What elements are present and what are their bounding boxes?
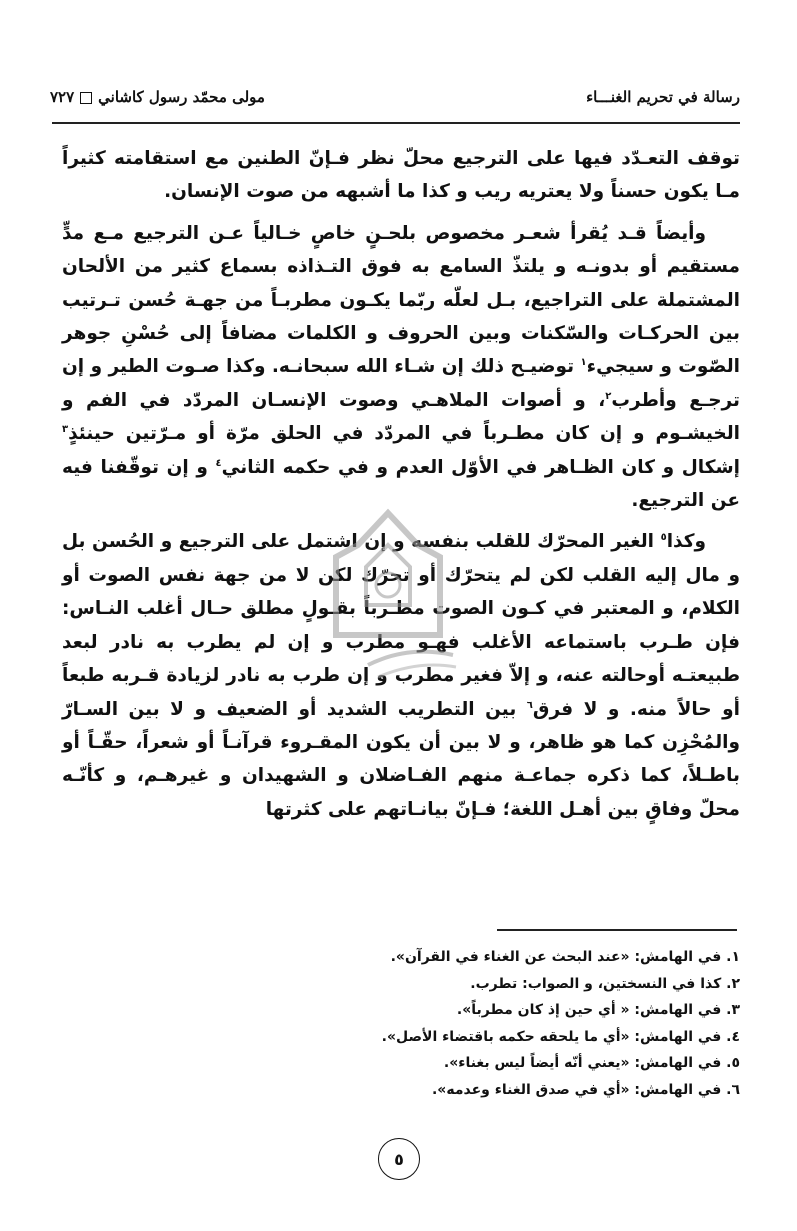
footnote-ref-6[interactable]: ٦ [526,699,533,711]
footnote-4: ٤. في الهامش: «أي ما يلحقه حكمه باقتضاء الأصل». [381,1028,740,1045]
footnotes [62,944,740,1103]
collection-page-number: ٧٢٧ [50,88,75,106]
author-and-page [50,88,265,106]
square-separator-icon [80,92,92,104]
footnote-ref-5[interactable]: ٥ [660,532,667,544]
footnote-ref-1[interactable]: ١ [580,357,587,369]
footnote-2: ٢. كذا في النسختين، و الصواب: تطرب. [470,975,740,992]
main-text [62,142,740,834]
footnote-ref-2[interactable]: ٢ [605,390,612,402]
footnote-ref-3[interactable]: ٣ [62,424,69,436]
paragraph-1-line-1: توقف التعـدّد فيها على الترجيع محلّ نظر فـإنّ الطنين مع استقامته كثيراً مـا يكون [62,148,740,203]
book-title: رسالة في تحريم الغنـــاء [586,88,740,106]
paragraph-1 [62,142,740,209]
author-name: مولى محمّد رسول كاشاني [98,88,265,106]
running-header [50,88,740,114]
footnote-separator [497,929,737,931]
paragraph-3-segment-3: بين التطريب الشديد أو الضعيف و لا بين السـارّ والمُحْزِن كما هو ظاهر، و لا بين أن يكون المقـروء قرآنـاً أو شعراً، حقّـاً أو باطـلاً، كما ذكره جماعـة منهم الفـاضلان و الشهيدان و غيرهـم، و كأنّـه محلّ وفاقٍ بين أهـل اللغة؛ فـإنّ بيانـاتهم على كثرتها [62,698,740,820]
footnote-1: ١. في الهامش: «عند البحث عن الغناء في القرآن». [390,949,740,965]
paragraph-2 [62,217,740,518]
footnote-5: ٥. في الهامش: «يعني أنّه أيضاً ليس بغناء». [443,1055,740,1071]
page-number: ٥ [394,1149,404,1169]
header-rule [52,122,740,124]
footnote-ref-4[interactable]: ٤ [215,457,222,469]
paragraph-2-segment-5: و إن توقّفنا فيه عن الترجيع. [62,456,740,512]
footnote-3: ٣. في الهامش: « أي حين إذ كان مطرباً». [456,1002,740,1018]
paragraph-1-line-2: حسناً ولا يعتريه ريب و كذا ما أشبهه من صوت الإنسان. [164,181,658,203]
paragraph-3-segment-2: الغير المحرّك للقلب بنفسه و إن اشتمل على الترجيع و الحُسن بل و مال إليه القلب لكن لم يتحرّك أو تحرّك لكن لا من جهة نفس الصوت أو الكلام، و المعتبر في كـون الصوت مطـرباً بقـولٍ مطلق حـال أغلب النـاس: فإن طـرب باستماعه الأغلب فهـو مطرب و إن لم يطرب به نادر لبعد طبيعتـه أوحالته عنه، و إلاّ فغير مطرب و إن طرب به نادر لزيادة قـربه طبعاً أو حالاً منه. و لا فرق [62,531,740,720]
paragraph-2-segment-2: توضيـح ذلك إن شـاء الله سبحانـه. وكذا صـوت الطير و إن ترجـع وأطرب [62,356,740,411]
paragraph-2-segment-3: ، و أصوات الملاهـي وصوت الإنسـان المردّد في الفم و الخيشـوم و إن كان مطـرباً في المردّد في الحلق مرّة أو مـرّتين حينئذٍ [62,389,740,445]
footnote-6: ٦. في الهامش: «أي في صدق الغناء وعدمه». [431,1081,740,1098]
paragraph-2-segment-1: وأيضاً قـد يُقرأ شعـر مخصوص بلحـنٍ خاصٍ خـالياً عـن الترجيع مـع مدٍّ مستقيم أو بدونـه و يلتذّ السامع به فوق التـذاذه بسماع كثير من الألحان المشتملة على التراجيع، بـل لعلّه ربّما يكـون مطربـاً من جهـة حُسن تـرتيب بين الحركـات والسّكنات وبين الحروف و الكلمات مضافاً إلى حُسْنِ جوهر الصّوت و سيجيء [62,222,740,378]
paragraph-2-segment-4: إشكال و كان الظـاهر في الأوّل العدم و في حكمه الثاني [221,456,740,478]
paragraph-3-segment-1: وكذا [666,531,706,553]
library-seal-watermark-icon [318,505,458,695]
page-number-badge [378,1138,420,1180]
